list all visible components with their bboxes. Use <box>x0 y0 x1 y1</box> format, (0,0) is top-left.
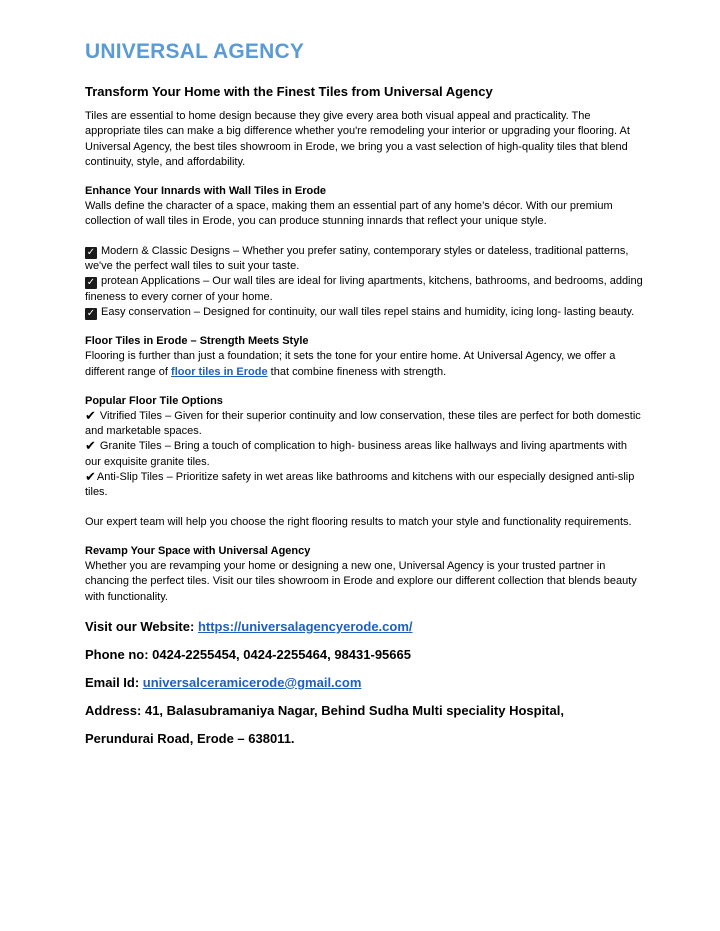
expert-paragraph: Our expert team will help you choose the right flooring results to match your style and functionality requirements. <box>85 515 632 528</box>
list-item-text: Anti-Slip Tiles – Prioritize safety in wet areas like bathrooms and kitchens with our especially designed anti-slip tiles. <box>85 471 635 499</box>
floor-tiles-link[interactable]: floor tiles in Erode <box>171 365 268 378</box>
list-item-text: Easy conservation – Designed for continuity, our wall tiles repel stains and humidity, icing long- lasting beauty. <box>101 305 635 318</box>
list-item-text: Vitrified Tiles – Given for their superior continuity and low conservation, these tiles are perfect for both domestic and marketable spaces. <box>85 409 641 438</box>
wall-tiles-body: Walls define the character of a space, making them an essential part of any home’s décor. With our premium collection of wall tiles in Erode, you can produce stunning innards that reflect your unique style. <box>85 200 613 228</box>
list-item <box>85 470 645 501</box>
floor-tiles-section <box>85 334 645 380</box>
wall-tiles-section <box>85 184 645 230</box>
list-item-text: Modern & Classic Designs – Whether you prefer satiny, contemporary styles or dateless, traditional patterns, we've the perfect wall tiles to suit your taste. <box>85 244 629 273</box>
email-link[interactable]: universalceramicerode@gmail.com <box>142 674 362 690</box>
popular-options-section <box>85 394 645 501</box>
list-item <box>85 274 645 305</box>
address-line-1: Address: 41, Balasubramaniya Nagar, Behind Sudha Multi speciality Hospital, <box>85 702 564 718</box>
email-line <box>85 675 645 691</box>
brand-title: UNIVERSAL AGENCY <box>85 40 305 63</box>
phone-label: Phone no: <box>85 646 153 662</box>
floor-body-text: Flooring is further than just a foundation; it sets the tone for your entire home. At Universal Agency, we offer a different range of <box>85 350 616 378</box>
checkmark-icon: ✔ <box>85 469 96 485</box>
checked-box-icon: ✓ <box>86 277 96 289</box>
document-page <box>85 40 645 756</box>
website-label: Visit our Website: <box>85 618 198 634</box>
phone-numbers: 0424-2255454, 0424-2255464, 98431-95665 <box>152 646 411 662</box>
revamp-body: Whether you are revamping your home or designing a new one, Universal Agency is your trusted partner in chancing the perfect tiles. Visit our tiles showroom in Erode and explore our different collection that blends beauty with functionality. <box>85 559 637 603</box>
page-heading: Transform Your Home with the Finest Tiles from Universal Agency <box>85 84 493 99</box>
phone-line <box>85 647 645 663</box>
list-item <box>85 305 645 320</box>
floor-body-text-end: that combine fineness with strength. <box>267 365 447 378</box>
list-item <box>85 409 645 440</box>
list-item-text: Granite Tiles – Bring a touch of complication to high- business areas like hallways and living apartments with our exquisite granite tiles. <box>85 440 627 468</box>
intro-paragraph: Tiles are essential to home design because they give every area both visual appeal and practicality. The appropriate tiles can make a big difference whether you're remodeling your interior or upgrading your flooring. At Universal Agency, the best tiles showroom in Erode, we bring you a vast selection of high-quality tiles that blend continuity, style, and affordability. <box>85 110 630 168</box>
floor-tiles-title: Floor Tiles in Erode – Strength Meets Style <box>85 335 309 348</box>
popular-options-title: Popular Floor Tile Options <box>85 394 223 407</box>
checkmark-icon: ✔ <box>85 438 96 454</box>
wall-tiles-feature-list <box>85 244 645 320</box>
revamp-section <box>85 544 645 605</box>
website-link[interactable]: https://universalagencyerode.com/ <box>197 618 413 634</box>
checked-box-icon: ✓ <box>86 307 96 319</box>
floor-tiles-body <box>85 349 645 380</box>
website-line <box>85 619 645 635</box>
contact-block <box>85 619 645 747</box>
checkmark-icon: ✔ <box>85 407 96 423</box>
address-line-2: Perundurai Road, Erode – 638011. <box>85 730 295 746</box>
revamp-title: Revamp Your Space with Universal Agency <box>85 544 311 557</box>
list-item <box>85 439 645 470</box>
list-item-text: protean Applications – Our wall tiles are ideal for living apartments, kitchens, bathrooms, and bedrooms, adding fineness to every corner of your home. <box>85 275 643 303</box>
checked-box-icon: ✓ <box>86 246 96 258</box>
wall-tiles-title: Enhance Your Innards with Wall Tiles in Erode <box>85 185 327 198</box>
email-label: Email Id: <box>85 674 143 690</box>
list-item <box>85 244 645 275</box>
